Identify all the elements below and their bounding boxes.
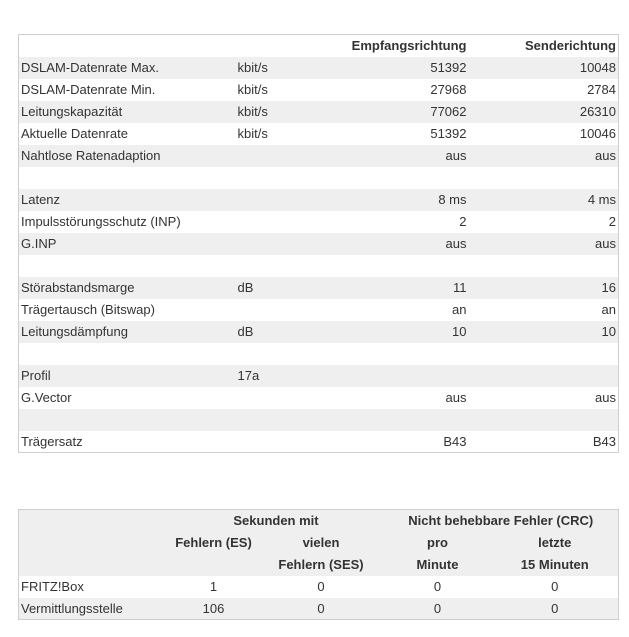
row-send-value [469, 343, 619, 365]
table-header-row [19, 532, 619, 554]
row-last-15-value: 0 [551, 600, 559, 616]
row-receive-value [346, 409, 469, 431]
row-unit: kbit/s [237, 104, 268, 119]
header-ses: vielen [302, 535, 340, 550]
row-label: DSLAM-Datenrate Min. [21, 82, 156, 97]
row-receive-value: aus [445, 236, 467, 251]
row-label: Trägersatz [21, 433, 83, 449]
row-send-value: aus [595, 390, 616, 405]
table-row [19, 189, 619, 211]
row-es-value: 106 [202, 600, 225, 616]
table-row [19, 277, 619, 299]
header-last-15-line2: 15 Minuten [520, 557, 589, 572]
row-receive-value [346, 255, 469, 277]
row-label: Aktuelle Datenrate [21, 126, 128, 141]
error-statistics-table [18, 509, 619, 620]
row-receive-value [346, 343, 469, 365]
row-send-value: 26310 [579, 104, 616, 119]
table-row [19, 387, 619, 409]
row-unit [236, 409, 346, 431]
table-row-spacer [19, 409, 619, 431]
row-receive-value: aus [445, 148, 467, 163]
row-label: Nahtlose Ratenadaption [21, 148, 161, 163]
row-unit: kbit/s [237, 126, 268, 141]
row-label: Störabstandsmarge [21, 280, 135, 295]
row-receive-value: 51392 [430, 126, 467, 141]
row-send-value: 10048 [579, 60, 616, 75]
table-header-row [19, 510, 619, 532]
row-unit: dB [237, 324, 254, 339]
header-last-15: letzte [538, 535, 572, 550]
row-label: Leitungsdämpfung [21, 324, 128, 339]
row-send-value [469, 409, 619, 431]
table-row [19, 598, 619, 620]
row-send-value: aus [595, 148, 616, 163]
row-receive-value: 10 [452, 324, 467, 339]
table-row-spacer [19, 167, 619, 189]
header-empty [19, 510, 169, 532]
row-receive-value: 11 [453, 280, 467, 295]
row-receive-value: aus [445, 390, 467, 405]
row-unit [236, 255, 346, 277]
row-send-value [469, 255, 619, 277]
row-send-value: 2 [608, 214, 616, 229]
row-receive-value [346, 365, 469, 387]
row-label [19, 167, 236, 189]
header-crc-errors: Nicht behebbare Fehler (CRC) [408, 513, 594, 529]
row-unit [236, 145, 346, 167]
row-label [19, 409, 236, 431]
row-label: Impulsstörungsschutz (INP) [21, 214, 181, 229]
row-label: Vermittlungsstelle [21, 600, 123, 616]
row-unit [236, 387, 346, 409]
row-send-value: 2784 [587, 82, 616, 97]
header-send-direction: Senderichtung [524, 38, 616, 54]
row-receive-value: B43 [443, 433, 467, 449]
row-per-minute-value: 0 [433, 600, 442, 616]
header-per-minute: pro [427, 535, 448, 550]
row-label: G.INP [21, 236, 57, 251]
row-unit [236, 233, 346, 255]
table-row [19, 299, 619, 321]
row-receive-value [346, 167, 469, 189]
header-empty [169, 554, 259, 576]
table-row [19, 57, 619, 79]
row-unit: 17a [237, 368, 260, 383]
table-row [19, 431, 619, 453]
row-send-value: 10 [601, 324, 616, 339]
row-per-minute-value: 0 [433, 579, 442, 594]
row-send-value [469, 167, 619, 189]
row-unit [236, 343, 346, 365]
row-label [19, 255, 236, 277]
row-send-value: 4 ms [587, 192, 616, 207]
row-label: Profil [21, 368, 51, 383]
row-send-value: 10046 [579, 126, 616, 141]
row-label: G.Vector [21, 390, 72, 405]
row-receive-value: 77062 [430, 104, 467, 119]
row-ses-value: 0 [317, 600, 325, 616]
row-unit: dB [237, 280, 254, 295]
row-send-value: an [601, 302, 616, 317]
row-unit: kbit/s [237, 60, 268, 75]
table-row [19, 145, 619, 167]
header-es: Fehlern (ES) [175, 535, 252, 550]
row-send-value [469, 365, 619, 387]
header-ses-line2: Fehlern (SES) [278, 557, 364, 572]
header-empty [19, 554, 169, 576]
table-row-spacer [19, 255, 619, 277]
header-empty [19, 35, 236, 57]
row-label: DSLAM-Datenrate Max. [21, 60, 159, 75]
row-label: Leitungskapazität [21, 104, 123, 119]
row-label: Trägertausch (Bitswap) [21, 302, 155, 317]
header-per-minute-line2: Minute [416, 557, 459, 572]
row-send-value: 16 [601, 280, 616, 295]
row-unit: kbit/s [237, 82, 268, 97]
header-receive-direction: Empfangsrichtung [351, 38, 467, 54]
row-unit [236, 299, 346, 321]
row-send-value: aus [595, 236, 616, 251]
table-row [19, 321, 619, 343]
row-label [19, 343, 236, 365]
line-statistics-table [18, 34, 619, 453]
row-receive-value: 51392 [430, 60, 467, 75]
row-receive-value: an [452, 302, 467, 317]
row-unit [236, 211, 346, 233]
header-empty [19, 532, 169, 554]
row-ses-value: 0 [317, 579, 325, 594]
table-row [19, 79, 619, 101]
row-unit [236, 431, 346, 453]
row-receive-value: 8 ms [438, 192, 467, 207]
table-header-row [19, 35, 619, 57]
table-row [19, 576, 619, 598]
table-row [19, 365, 619, 387]
table-row-spacer [19, 343, 619, 365]
table-row [19, 123, 619, 145]
row-last-15-value: 0 [551, 579, 559, 594]
row-es-value: 1 [209, 579, 218, 594]
header-empty [236, 35, 346, 57]
row-unit [236, 189, 346, 211]
row-unit [236, 167, 346, 189]
table-row [19, 101, 619, 123]
row-receive-value: 27968 [430, 82, 467, 97]
row-send-value: B43 [592, 433, 616, 449]
table-row [19, 211, 619, 233]
row-label: FRITZ!Box [21, 579, 84, 594]
table-row [19, 233, 619, 255]
table-header-row [19, 554, 619, 576]
row-label: Latenz [21, 192, 61, 207]
row-receive-value: 2 [459, 214, 467, 229]
header-seconds-with: Sekunden mit [233, 513, 319, 529]
